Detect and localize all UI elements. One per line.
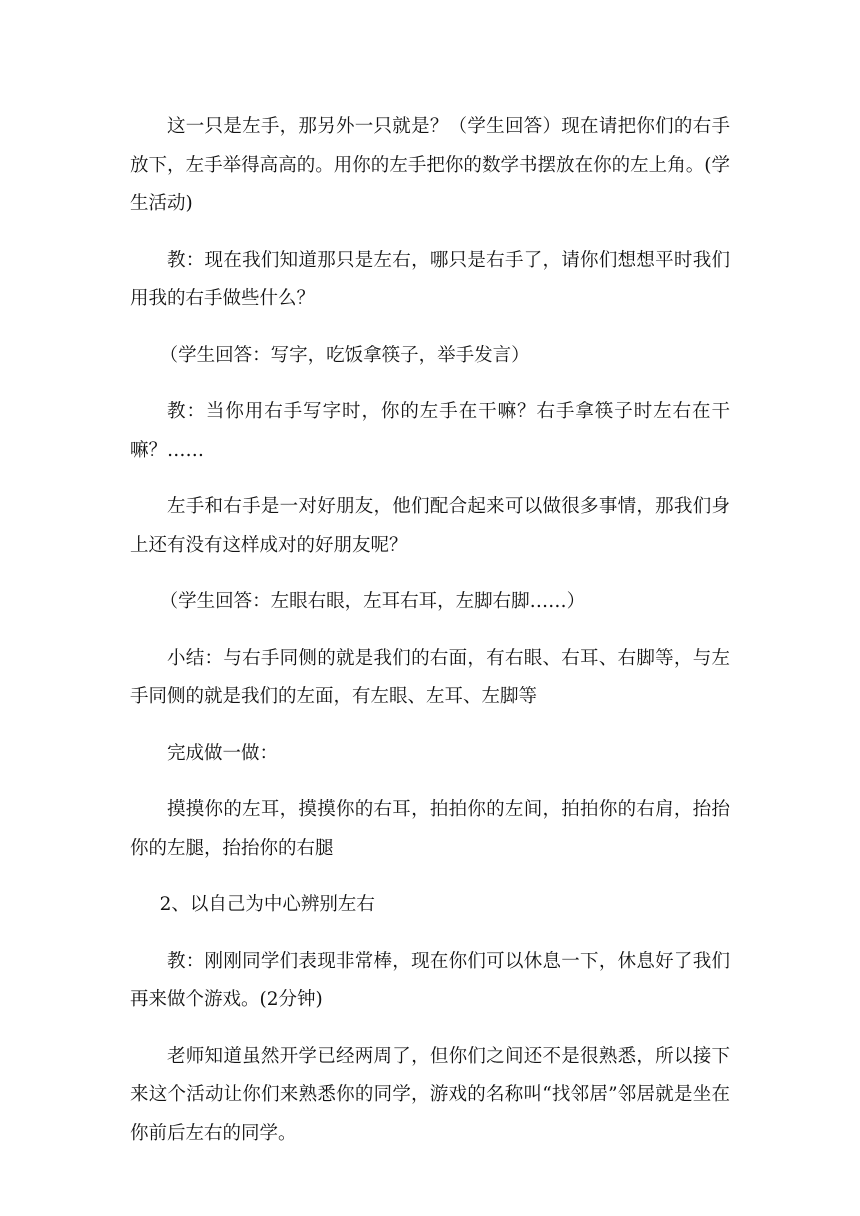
paragraph-rest-break: 教：刚刚同学们表现非常棒，现在你们可以休息一下，休息好了我们再来做个游戏。(2分钟): [130, 950, 730, 1010]
section-heading-self-center: 2、以自己为中心辨别左右: [159, 894, 375, 915]
paragraph-teacher-question-right-hand: 教：现在我们知道那只是左右，哪只是右手了，请你们想想平时我们用我的右手做些什么？: [130, 249, 730, 309]
paragraph-good-friends: 左手和右手是一对好朋友，他们配合起来可以做很多事情，那我们身上还有没有这样成对的好朋友呢？: [130, 496, 730, 556]
paragraph-student-answer-2: （学生回答：左眼右眼，左耳右耳，左脚右脚……）: [159, 591, 586, 612]
paragraph-exercise-actions: 摸摸你的左耳，摸摸你的右耳，拍拍你的左间，拍拍你的右肩，抬抬你的左腿，抬抬你的右腿: [130, 799, 730, 859]
paragraph-student-answer-1: （学生回答：写字，吃饭拿筷子，举手发言）: [159, 344, 530, 366]
paragraph-summary: 小结：与右手同侧的就是我们的右面，有右眼、右耳、右脚等，与左手同侧的就是我们的左面，有左眼、左耳、左脚等: [130, 647, 730, 707]
paragraph-find-neighbor-game: 老师知道虽然开学已经两周了，但你们之间还不是很熟悉，所以接下来这个活动让你们来熟悉你的同学，游戏的名称叫“找邻居”邻居就是坐在你前后左右的同学。: [130, 1045, 730, 1144]
paragraph-left-hand-intro: 这一只是左手，那另外一只就是？（学生回答）现在请把你们的右手放下，左手举得高高的。用你的左手把你的数学书摆放在你的左上角。(学生活动): [130, 116, 730, 214]
document-body: [130, 108, 730, 1171]
paragraph-exercise-heading: 完成做一做：: [167, 742, 279, 764]
paragraph-teacher-question-writing: 教：当你用右手写字时，你的左手在干嘛？右手拿筷子时左右在干嘛？……: [130, 401, 730, 461]
